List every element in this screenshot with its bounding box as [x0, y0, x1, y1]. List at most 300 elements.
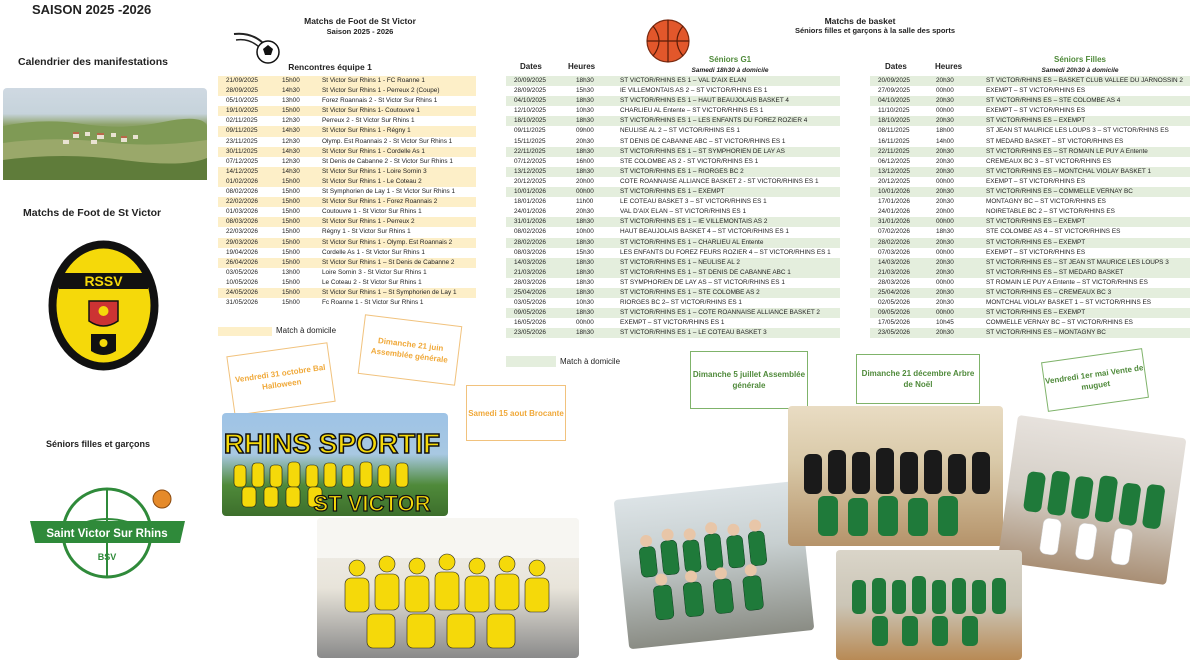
foot-row-time: 15h00 — [282, 198, 300, 206]
foot-team-title: Rencontres équipe 1 — [288, 62, 372, 72]
g1-row-match: LES ENFANTS DU FOREZ FEURS ROZIER 4 – ST VICTOR/RHINS ES 1 — [620, 248, 831, 256]
basket-legend-swatch — [506, 356, 556, 367]
basket-team-photo-2 — [788, 406, 1003, 546]
filles-row-time: 20h30 — [936, 117, 954, 125]
foot-row — [218, 238, 476, 248]
foot-row-match: Perreux 2 - St Victor Sur Rhins 1 — [322, 117, 415, 125]
filles-row-match: ST VICTOR/RHINS ES – EXEMPT — [986, 238, 1086, 246]
filles-row — [870, 177, 1190, 187]
foot-row-date: 03/05/2026 — [226, 268, 258, 276]
g1-row-time: 11h00 — [576, 198, 594, 206]
filles-row-date: 16/11/2025 — [878, 137, 910, 145]
g1-row-date: 21/03/2026 — [514, 268, 546, 276]
g1-row-time: 18h30 — [576, 117, 594, 125]
filles-row-time: 20h00 — [936, 208, 954, 216]
g1-row — [506, 258, 840, 268]
foot-row-date: 14/12/2025 — [226, 167, 258, 175]
foot-row — [218, 86, 476, 96]
filles-row-date: 17/05/2026 — [878, 319, 910, 327]
g1-row — [506, 328, 840, 338]
foot-row-date: 02/11/2025 — [226, 117, 258, 125]
filles-row-match: ST VICTOR/RHINS ES – ST ROMAIN LE PUY A Entente — [986, 147, 1148, 155]
filles-row-time: 20h30 — [936, 268, 954, 276]
filles-row-time: 20h30 — [936, 238, 954, 246]
foot-row-match: St Victor Sur Rhins 1 – St Denis de Cabanne 2 — [322, 258, 455, 266]
filles-row-match: ST VICTOR/RHINS ES – ST JEAN ST MAURICE LES LOUPS 3 — [986, 258, 1169, 266]
foot-row-time: 15h00 — [282, 188, 300, 196]
foot-row-date: 08/02/2026 — [226, 188, 258, 196]
rssv-logo — [47, 239, 160, 372]
foot-row — [218, 258, 476, 268]
foot-row-match: Le Coteau 2 - St Victor Sur Rhins 1 — [322, 278, 422, 286]
foot-row-time: 13h00 — [282, 97, 300, 105]
foot-row-match: Coutouvre 1 - St Victor Sur Rhins 1 — [322, 208, 422, 216]
filles-row — [870, 147, 1190, 157]
foot-row-match: St Victor Sur Rhins 1 - Olymp. Est Roannais 2 — [322, 238, 453, 246]
filles-row-date: 10/01/2026 — [878, 188, 910, 196]
g1-row-match: ST VICTOR/RHINS ES 1 – CHARLIEU AL Entente — [620, 238, 764, 246]
g1-row-match: ST VICTOR/RHINS ES 1 – NEULISE AL 2 — [620, 258, 740, 266]
foot-row-match: Olymp. Est Roannais 2 - St Victor Sur Rhins 1 — [322, 137, 453, 145]
foot-row-match: Régny 1 - St Victor Sur Rhins 1 — [322, 228, 411, 236]
g1-row-match: ST VICTOR/RHINS ES 1 – LE COTEAU BASKET 3 — [620, 329, 767, 337]
filles-row-time: 20h30 — [936, 97, 954, 105]
filles-row-match: ST MEDARD BASKET – ST VICTOR/RHINS ES — [986, 137, 1124, 145]
g1-row — [506, 308, 840, 318]
g1-row-time: 15h30 — [576, 248, 594, 256]
g1-row-match: LE COTEAU BASKET 3 – ST VICTOR/RHINS ES 1 — [620, 198, 767, 206]
basket-logo-sub: BSV — [97, 552, 117, 562]
g1-row-date: 08/03/2026 — [514, 248, 546, 256]
filles-schedule-table — [870, 76, 1190, 338]
basket-team-photo-3 — [998, 415, 1187, 585]
foot-row-match: Forez Roannais 2 - St Victor Sur Rhins 1 — [322, 97, 438, 105]
g1-row-match: ST VICTOR/RHINS ES 1 – VAL D'AIX ELAN — [620, 77, 746, 84]
g1-row — [506, 268, 840, 278]
foot-row-time: 15h00 — [282, 228, 300, 236]
foot-row — [218, 217, 476, 227]
foot-row — [218, 177, 476, 187]
filles-row-date: 20/09/2025 — [878, 77, 910, 84]
filles-row-time: 18h00 — [936, 127, 954, 135]
filles-row-time: 20h30 — [936, 288, 954, 296]
filles-row-time: 20h30 — [936, 77, 954, 84]
g1-row — [506, 106, 840, 116]
g1-row-date: 28/09/2025 — [514, 87, 546, 95]
foot-row — [218, 248, 476, 258]
foot-row-time: 12h30 — [282, 157, 300, 165]
foot-row — [218, 126, 476, 136]
filles-row-date: 14/03/2026 — [878, 258, 910, 266]
filles-row — [870, 106, 1190, 116]
foot-row-date: 21/09/2025 — [226, 77, 258, 84]
g1-row-date: 18/10/2025 — [514, 117, 546, 125]
filles-row-match: ST JEAN ST MAURICE LES LOUPS 3 – ST VICTOR/RHINS ES — [986, 127, 1169, 135]
g1-row-match: CHARLIEU AL Entente – ST VICTOR/RHINS ES 1 — [620, 107, 764, 115]
foot-row-time: 15h00 — [282, 258, 300, 266]
filles-row — [870, 288, 1190, 298]
filles-row-match: CREMEAUX BC 3 – ST VICTOR/RHINS ES — [986, 157, 1112, 165]
f-subtitle: Samedi 20h30 à domicile — [1041, 67, 1119, 74]
football-team-photo-2 — [317, 518, 579, 658]
filles-row-date: 08/11/2025 — [878, 127, 910, 135]
foot-row-time: 14h30 — [282, 167, 300, 175]
filles-row-date: 07/02/2026 — [878, 228, 910, 236]
g1-row-date: 13/12/2025 — [514, 167, 546, 175]
foot-row-match: Cordelle As 1 - St Victor Sur Rhins 1 — [322, 248, 425, 256]
foot-row-time: 15h00 — [282, 208, 300, 216]
foot-row-date: 22/03/2026 — [226, 228, 258, 236]
g1-row-time: 18h30 — [576, 288, 594, 296]
foot-legend-label: Match à domicile — [276, 326, 337, 335]
foot-row-date: 05/10/2025 — [226, 97, 258, 105]
filles-row-match: ST VICTOR/RHINS ES – STE COLOMBE AS 4 — [986, 97, 1121, 105]
filles-row-time: 20h30 — [936, 329, 954, 337]
g1-row-date: 18/01/2026 — [514, 198, 546, 206]
season-title: SAISON 2025 -2026 — [32, 2, 152, 17]
g1-row-date: 23/05/2026 — [514, 329, 546, 337]
g1-row-time: 09h00 — [576, 127, 594, 135]
village-landscape-photo — [3, 88, 207, 180]
filles-row — [870, 308, 1190, 318]
filles-row-match: EXEMPT – ST VICTOR/RHINS ES — [986, 177, 1086, 185]
g1-row-match: ST VICTOR/RHINS ES 1 – RIORGES BC 2 — [620, 167, 744, 175]
filles-row — [870, 318, 1190, 328]
g1-col-dates: Dates — [520, 62, 542, 71]
filles-row-time: 20h30 — [936, 188, 954, 196]
foot-row — [218, 116, 476, 126]
foot-legend-swatch — [218, 327, 272, 336]
foot-row-date: 28/09/2025 — [226, 87, 258, 95]
g1-row-time: 20h30 — [576, 208, 594, 216]
rhins-banner-bottom: ST VICTOR — [313, 491, 431, 516]
filles-row — [870, 268, 1190, 278]
g1-row-date: 14/03/2026 — [514, 258, 546, 266]
g1-row-time: 18h30 — [576, 218, 594, 226]
g1-row — [506, 238, 840, 248]
g1-row-date: 28/03/2026 — [514, 278, 546, 286]
filles-row-date: 02/05/2026 — [878, 299, 910, 307]
filles-row-match: ST VICTOR/RHINS ES – MONTAGNY BC — [986, 329, 1106, 337]
g1-row — [506, 167, 840, 177]
foot-row-date: 09/11/2025 — [226, 127, 258, 135]
foot-row-date: 19/10/2025 — [226, 107, 258, 115]
g1-row-time: 18h30 — [576, 258, 594, 266]
foot-schedule-table — [218, 76, 476, 308]
foot-row-match: St Victor Sur Rhins 1- Coutouvre 1 — [322, 107, 420, 115]
foot-row-time: 15h00 — [282, 288, 300, 296]
g1-row-date: 08/02/2026 — [514, 228, 546, 236]
g1-row-date: 12/10/2025 — [514, 107, 546, 115]
foot-row — [218, 106, 476, 116]
g1-row — [506, 318, 840, 328]
g1-row-time: 15h30 — [576, 87, 594, 95]
foot-row-match: St Victor Sur Rhins 1 - Perreux 2 — [322, 218, 415, 226]
foot-header-title: Matchs de Foot de St Victor — [304, 16, 416, 26]
g1-row-date: 09/05/2026 — [514, 309, 546, 317]
landscape-image — [3, 88, 207, 180]
note-ag-juin: Dimanche 21 juin Assemblée générale — [358, 314, 463, 385]
foot-row-date: 30/11/2025 — [226, 147, 258, 155]
g1-row — [506, 197, 840, 207]
foot-row — [218, 207, 476, 217]
g1-row-match: ST SYMPHORIEN DE LAY AS – ST VICTOR/RHINS ES 1 — [620, 278, 785, 286]
g1-row — [506, 126, 840, 136]
foot-row-time: 12h30 — [282, 117, 300, 125]
filles-row — [870, 207, 1190, 217]
filles-row-time: 00h00 — [936, 278, 954, 286]
filles-row-match: ST VICTOR/RHINS ES – COMMELLE VERNAY BC — [986, 188, 1133, 196]
g1-row-date: 25/04/2026 — [514, 288, 546, 296]
g1-row — [506, 187, 840, 197]
g1-row-match: ST DENIS DE CABANNE ABC – ST VICTOR/RHINS ES 1 — [620, 137, 786, 145]
filles-row — [870, 258, 1190, 268]
foot-row-match: St Victor Sur Rhins 1 - Le Coteau 2 — [322, 177, 422, 185]
foot-row — [218, 96, 476, 106]
basket-logo-text: Saint Victor Sur Rhins — [46, 528, 168, 540]
g1-row — [506, 288, 840, 298]
g1-row-date: 22/11/2025 — [514, 147, 546, 155]
filles-row-time: 20h30 — [936, 147, 954, 155]
filles-row-date: 22/11/2025 — [878, 147, 910, 155]
g1-row-date: 04/10/2025 — [514, 97, 546, 105]
foot-row-date: 23/11/2025 — [226, 137, 258, 145]
filles-row-match: ST VICTOR/RHINS ES – EXEMPT — [986, 218, 1086, 226]
filles-row-date: 20/12/2025 — [878, 177, 910, 185]
filles-row-date: 23/05/2026 — [878, 329, 910, 337]
filles-row-date: 09/05/2026 — [878, 309, 910, 317]
g1-row-match: ST VICTOR/RHINS ES 1 – LES ENFANTS DU FOREZ ROZIER 4 — [620, 117, 808, 125]
filles-row-date: 21/03/2026 — [878, 268, 910, 276]
g1-row-match: ST VICTOR/RHINS ES 1 – ST DENIS DE CABANNE ABC 1 — [620, 268, 791, 276]
filles-row-date: 31/01/2026 — [878, 218, 910, 226]
filles-row — [870, 76, 1190, 86]
seniors-title: Séniors filles et garçons — [46, 439, 151, 449]
filles-row — [870, 328, 1190, 338]
foot-row-time: 15h00 — [282, 77, 300, 84]
g1-row-match: ST VICTOR/RHINS ES 1 – HAUT BEAUJOLAIS BASKET 4 — [620, 97, 789, 105]
foot-row — [218, 157, 476, 167]
filles-row-match: MONTCHAL VIOLAY BASKET 1 – ST VICTOR/RHINS ES — [986, 299, 1152, 307]
rhins-banner-top: RHINS SPORTIF — [223, 428, 441, 459]
filles-row-match: EXEMPT – ST VICTOR/RHINS ES — [986, 87, 1086, 95]
f-col-dates: Dates — [885, 62, 907, 71]
foot-row-match: St Symphorien de Lay 1 - St Victor Sur Rhins 1 — [322, 188, 456, 196]
foot-row-time: 15h00 — [282, 278, 300, 286]
g1-row — [506, 157, 840, 167]
g1-row-date: 31/01/2026 — [514, 218, 546, 226]
g1-row-date: 20/09/2025 — [514, 77, 546, 84]
foot-row-date: 10/05/2026 — [226, 278, 258, 286]
g1-row-date: 09/11/2025 — [514, 127, 546, 135]
filles-row — [870, 227, 1190, 237]
foot-row-match: St Victor Sur Rhins 1 - Forez Roannais 2 — [322, 198, 438, 206]
filles-row — [870, 217, 1190, 227]
foot-row-match: St Victor Sur Rhins 1 - Loire Sornin 3 — [322, 167, 427, 175]
g1-row-date: 15/11/2025 — [514, 137, 546, 145]
g1-row — [506, 217, 840, 227]
g1-row — [506, 227, 840, 237]
filles-row-date: 17/01/2026 — [878, 198, 910, 206]
foot-row-date: 01/02/2026 — [226, 177, 258, 185]
note-muguet: Vendredi 1er mai Vente de muguet — [1041, 348, 1149, 412]
foot-row-date: 22/02/2026 — [226, 198, 258, 206]
g1-row-time: 00h00 — [576, 319, 594, 327]
g1-row — [506, 137, 840, 147]
foot-row — [218, 76, 476, 86]
filles-row — [870, 137, 1190, 147]
filles-row — [870, 96, 1190, 106]
foot-row-date: 24/05/2026 — [226, 288, 258, 296]
filles-row-time: 20h30 — [936, 157, 954, 165]
basket-team-photo-1 — [614, 481, 815, 650]
foot-row-match: St Victor Sur Rhins 1 - Cordelle As 1 — [322, 147, 425, 155]
football-icon — [232, 26, 282, 66]
g1-row — [506, 76, 840, 86]
g1-row-time: 18h30 — [576, 309, 594, 317]
foot-row-time: 12h30 — [282, 137, 300, 145]
foot-row-date: 26/04/2026 — [226, 258, 258, 266]
filles-row — [870, 116, 1190, 126]
foot-row-match: St Denis de Cabanne 2 - St Victor Sur Rhins 1 — [322, 157, 453, 165]
filles-row-time: 00h00 — [936, 218, 954, 226]
g1-row-match: ST VICTOR/RHINS ES 1 – STE COLOMBE AS 2 — [620, 288, 760, 296]
filles-row-match: ST VICTOR/RHINS ES – ST MEDARD BASKET — [986, 268, 1124, 276]
g1-row-time: 10h30 — [576, 107, 594, 115]
note-ag-juillet: Dimanche 5 juillet Assemblée générale — [690, 351, 808, 409]
g1-row-time: 18h30 — [576, 97, 594, 105]
basket-legend-label: Match à domicile — [560, 357, 621, 366]
foot-row-date: 08/03/2026 — [226, 218, 258, 226]
foot-row — [218, 278, 476, 288]
g1-row-match: ST VICTOR/RHINS ES 1 – COTE ROANNAISE ALLIANCE BASKET 2 — [620, 309, 820, 317]
foot-header-subtitle: Saison 2025 - 2026 — [326, 27, 394, 36]
filles-row-date: 28/03/2026 — [878, 278, 910, 286]
foot-row-date: 29/03/2026 — [226, 238, 258, 246]
foot-row-date: 01/03/2026 — [226, 208, 258, 216]
g1-row-time: 00h00 — [576, 188, 594, 196]
g1-row-time: 10h00 — [576, 228, 594, 236]
g1-row-match: HAUT BEAUJOLAIS BASKET 4 – ST VICTOR/RHINS ES 1 — [620, 228, 789, 236]
g1-row-time: 16h00 — [576, 157, 594, 165]
filles-row-match: ST VICTOR/RHINS ES – EXEMPT — [986, 309, 1086, 317]
filles-row-date: 11/10/2025 — [878, 107, 910, 115]
filles-row — [870, 298, 1190, 308]
filles-row-date: 24/01/2026 — [878, 208, 910, 216]
filles-row-date: 06/12/2025 — [878, 157, 910, 165]
foot-row-time: 14h30 — [282, 127, 300, 135]
filles-row-date: 25/04/2026 — [878, 288, 910, 296]
f-title: Séniors Filles — [1053, 55, 1107, 64]
g1-row-match: IE VILLEMONTAIS AS 2 – ST VICTOR/RHINS ES 1 — [620, 87, 768, 95]
filles-row-time: 14h00 — [936, 137, 954, 145]
g1-row — [506, 96, 840, 106]
g1-row-match: NEULISE AL 2 – ST VICTOR/RHINS ES 1 — [620, 127, 740, 135]
filles-row-time: 00h00 — [936, 177, 954, 185]
filles-row-time: 00h00 — [936, 248, 954, 256]
filles-row-match: ST VICTOR/RHINS ES – BASKET CLUB VALLEE DU JARNOSSIN 2 — [986, 77, 1183, 84]
g1-row-time: 18h30 — [576, 329, 594, 337]
filles-row-time: 20h30 — [936, 299, 954, 307]
foot-row-match: Fc Roanne 1 - St Victor Sur Rhins 1 — [322, 299, 424, 307]
filles-row — [870, 157, 1190, 167]
foot-row — [218, 288, 476, 298]
filles-row-match: ST ROMAIN LE PUY A Entente – ST VICTOR/RHINS ES — [986, 278, 1148, 286]
basket-header-subtitle: Séniors filles et garçons à la salle des sports — [794, 26, 956, 35]
filles-row-time: 00h00 — [936, 107, 954, 115]
g1-row-time: 20h30 — [576, 137, 594, 145]
calendar-title: Calendrier des manifestations — [18, 56, 168, 68]
g1-row-date: 16/05/2026 — [514, 319, 546, 327]
foot-row-time: 15h00 — [282, 177, 300, 185]
foot-row-match: Loire Sornin 3 - St Victor Sur Rhins 1 — [322, 268, 427, 276]
g1-row-match: COTE ROANNAISE ALLIANCE BASKET 2 - ST VICTOR/RHINS ES 1 — [620, 177, 819, 185]
foot-row — [218, 147, 476, 157]
foot-row-time: 15h00 — [282, 218, 300, 226]
foot-row — [218, 137, 476, 147]
rssv-logo-text: RSSV — [84, 273, 123, 289]
filles-row-match: EXEMPT – ST VICTOR/RHINS ES — [986, 248, 1086, 256]
g1-row-match: ST VICTOR/RHINS ES 1 – ST SYMPHORIEN DE LAY AS — [620, 147, 785, 155]
foot-row-time: 15h00 — [282, 238, 300, 246]
g1-row-match: STE COLOMBE AS 2 - ST VICTOR/RHINS ES 1 — [620, 157, 759, 165]
filles-row — [870, 238, 1190, 248]
filles-row-match: ST VICTOR/RHINS ES – EXEMPT — [986, 117, 1086, 125]
filles-row-date: 28/02/2026 — [878, 238, 910, 246]
g1-row — [506, 86, 840, 96]
filles-row-time: 00h00 — [936, 309, 954, 317]
filles-row-time: 20h30 — [936, 167, 954, 175]
filles-row-time: 20h30 — [936, 198, 954, 206]
g1-schedule-table — [506, 76, 840, 338]
g1-row-time: 18h30 — [576, 147, 594, 155]
foot-row — [218, 298, 476, 308]
foot-row-date: 31/05/2026 — [226, 299, 258, 307]
foot-row-time: 15h00 — [282, 299, 300, 307]
basket-header-title: Matchs de basket — [824, 16, 896, 26]
g1-row — [506, 298, 840, 308]
g1-row — [506, 248, 840, 258]
football-team-photo-1 — [222, 413, 448, 516]
foot-row — [218, 197, 476, 207]
foot-row-match: St Victor Sur Rhins 1 - FC Roanne 1 — [322, 77, 425, 84]
g1-row-date: 28/02/2026 — [514, 238, 546, 246]
foot-row-time: 15h00 — [282, 248, 300, 256]
foot-row-date: 19/04/2026 — [226, 248, 258, 256]
foot-row-date: 07/12/2025 — [226, 157, 258, 165]
g1-row-match: RIORGES BC 2– ST VICTOR/RHINS ES 1 — [620, 299, 742, 307]
g1-row — [506, 147, 840, 157]
filles-row-date: 18/10/2025 — [878, 117, 910, 125]
basket-team-photo-4 — [836, 550, 1022, 660]
filles-row — [870, 187, 1190, 197]
filles-row — [870, 197, 1190, 207]
g1-row-time: 18h30 — [576, 77, 594, 84]
g1-subtitle: Samedi 18h30 à domicile — [691, 67, 769, 74]
filles-row — [870, 126, 1190, 136]
saint-victor-basket-logo — [30, 485, 185, 580]
filles-row — [870, 86, 1190, 96]
foot-row — [218, 187, 476, 197]
g1-row-date: 20/12/2025 — [514, 177, 546, 185]
g1-row-date: 24/01/2026 — [514, 208, 546, 216]
g1-row-match: EXEMPT – ST VICTOR/RHINS ES 1 — [620, 319, 725, 327]
filles-row-match: ST VICTOR/RHINS ES – MONTCHAL VIOLAY BASKET 1 — [986, 167, 1152, 175]
g1-row-time: 18h30 — [576, 268, 594, 276]
filles-row — [870, 248, 1190, 258]
g1-row-match: ST VICTOR/RHINS ES 1 – IE VILLEMONTAIS AS 2 — [620, 218, 768, 226]
filles-row-match: MONTAGNY BC – ST VICTOR/RHINS ES — [986, 198, 1106, 206]
